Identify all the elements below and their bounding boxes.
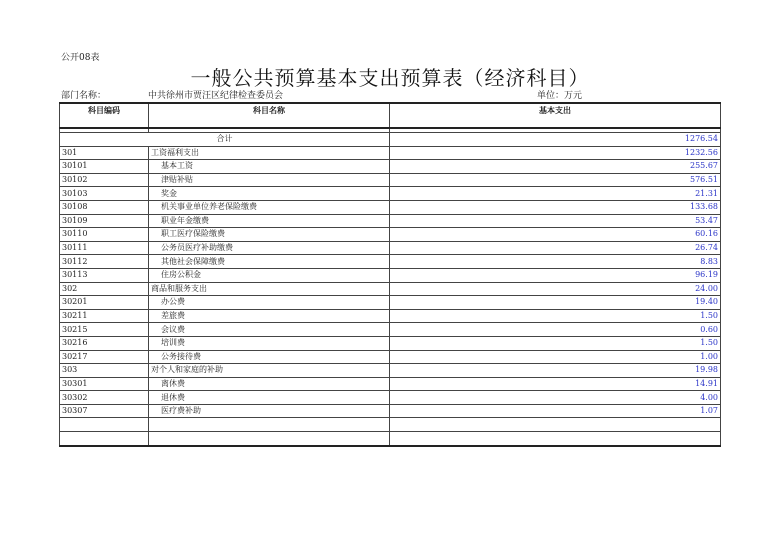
table-row <box>60 336 721 350</box>
table-row <box>60 432 721 446</box>
unit-label: 单位：万元 <box>537 91 583 101</box>
row-name: 住房公积金 <box>149 268 390 282</box>
table-header-row <box>60 103 721 128</box>
table-row <box>60 418 721 432</box>
row-code <box>60 432 149 446</box>
row-name: 奖金 <box>149 187 390 201</box>
row-code: 30102 <box>60 173 149 187</box>
row-name <box>149 432 390 446</box>
row-name: 离休费 <box>149 377 390 391</box>
row-code: 30109 <box>60 214 149 228</box>
row-code: 30108 <box>60 200 149 214</box>
table-row <box>60 404 721 418</box>
row-amount: 576.51 <box>390 173 721 187</box>
row-name <box>149 418 390 432</box>
row-code: 301 <box>60 146 149 160</box>
table-row <box>60 255 721 269</box>
row-code: 30201 <box>60 296 149 310</box>
row-code: 30301 <box>60 377 149 391</box>
row-name: 差旅费 <box>149 309 390 323</box>
table-row <box>60 173 721 187</box>
table-row <box>60 391 721 405</box>
row-amount: 8.83 <box>390 255 721 269</box>
row-code: 302 <box>60 282 149 296</box>
row-name: 机关事业单位养老保险缴费 <box>149 200 390 214</box>
row-name: 基本工资 <box>149 160 390 174</box>
row-amount <box>390 418 721 432</box>
row-name: 其他社会保障缴费 <box>149 255 390 269</box>
column-header-amount: 基本支出 <box>390 103 721 128</box>
row-code: 303 <box>60 364 149 378</box>
column-header-code: 科目编码 <box>60 103 149 128</box>
row-amount: 96.19 <box>390 268 721 282</box>
row-code: 30215 <box>60 323 149 337</box>
row-amount: 1.07 <box>390 404 721 418</box>
row-code: 30307 <box>60 404 149 418</box>
row-code: 30111 <box>60 241 149 255</box>
table-row <box>60 187 721 201</box>
row-amount: 133.68 <box>390 200 721 214</box>
row-name: 会议费 <box>149 323 390 337</box>
table-row <box>60 350 721 364</box>
row-name: 公务员医疗补助缴费 <box>149 241 390 255</box>
budget-table <box>59 102 721 447</box>
row-code: 30103 <box>60 187 149 201</box>
row-amount: 1.00 <box>390 350 721 364</box>
row-name: 退休费 <box>149 391 390 405</box>
table-row <box>60 241 721 255</box>
row-amount: 14.91 <box>390 377 721 391</box>
column-header-name: 科目名称 <box>149 103 390 128</box>
row-code <box>60 418 149 432</box>
row-name: 办公费 <box>149 296 390 310</box>
row-name: 培训费 <box>149 336 390 350</box>
row-name: 津贴补贴 <box>149 173 390 187</box>
row-code: 30112 <box>60 255 149 269</box>
total-value: 1276.54 <box>390 133 721 147</box>
table-row <box>60 146 721 160</box>
row-amount: 21.31 <box>390 187 721 201</box>
table-row <box>60 214 721 228</box>
row-name: 对个人和家庭的补助 <box>149 364 390 378</box>
row-code: 30113 <box>60 268 149 282</box>
form-number: 公开08表 <box>61 53 100 63</box>
table-row <box>60 296 721 310</box>
row-amount: 1232.56 <box>390 146 721 160</box>
row-amount: 255.67 <box>390 160 721 174</box>
table-row <box>60 323 721 337</box>
row-name: 职工医疗保险缴费 <box>149 228 390 242</box>
row-amount: 0.60 <box>390 323 721 337</box>
row-name: 工资福利支出 <box>149 146 390 160</box>
table-row <box>60 309 721 323</box>
row-amount <box>390 432 721 446</box>
row-code: 30302 <box>60 391 149 405</box>
table-row <box>60 160 721 174</box>
row-code: 30217 <box>60 350 149 364</box>
row-amount: 1.50 <box>390 309 721 323</box>
row-code: 30216 <box>60 336 149 350</box>
row-amount: 53.47 <box>390 214 721 228</box>
row-amount: 1.50 <box>390 336 721 350</box>
row-code: 30211 <box>60 309 149 323</box>
total-label: 合计 <box>60 133 390 147</box>
row-amount: 19.98 <box>390 364 721 378</box>
row-amount: 19.40 <box>390 296 721 310</box>
table-row <box>60 377 721 391</box>
row-name: 公务接待费 <box>149 350 390 364</box>
table-row <box>60 228 721 242</box>
total-row <box>60 133 721 147</box>
page-title: 一般公共预算基本支出预算表（经济科目） <box>190 66 590 90</box>
row-code: 30101 <box>60 160 149 174</box>
row-amount: 60.16 <box>390 228 721 242</box>
row-name: 医疗费补助 <box>149 404 390 418</box>
row-amount: 4.00 <box>390 391 721 405</box>
table-row <box>60 200 721 214</box>
row-name: 职业年金缴费 <box>149 214 390 228</box>
table-row <box>60 364 721 378</box>
row-amount: 24.00 <box>390 282 721 296</box>
department-name: 中共徐州市贾汪区纪律检查委员会 <box>148 91 284 101</box>
row-name: 商品和服务支出 <box>149 282 390 296</box>
table-row <box>60 282 721 296</box>
department-label: 部门名称： <box>61 91 107 101</box>
row-amount: 26.74 <box>390 241 721 255</box>
table-row <box>60 268 721 282</box>
row-code: 30110 <box>60 228 149 242</box>
